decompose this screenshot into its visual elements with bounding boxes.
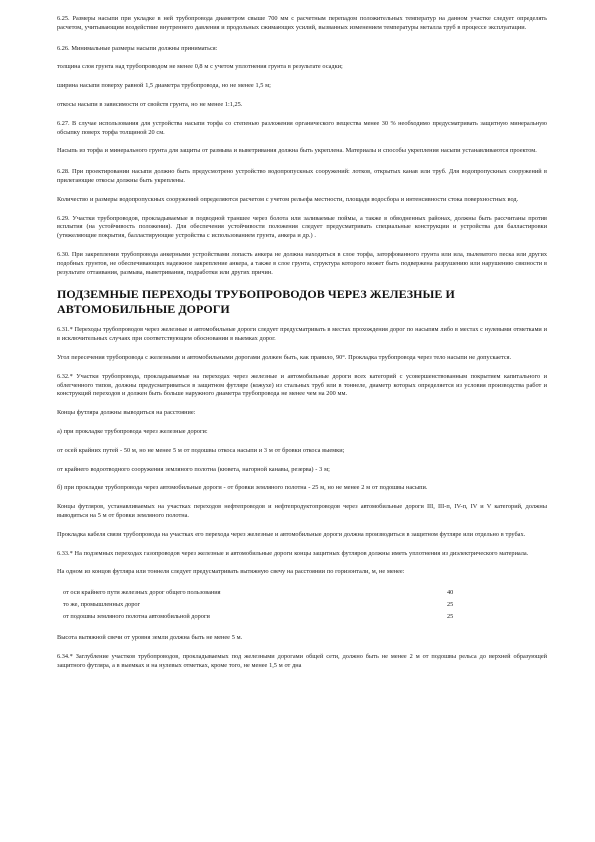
- paragraph-6-34: 6.34.* Заглубление участков трубопроводов, прокладываемых под железными дорогами общей сети, должно быть не менее 2 м от подошвы рельса до верхней образующей защитного футляра, а в выемках и на нулевых отметках, кроме того, не менее 1,5 м от дна: [57, 653, 547, 670]
- table-cell-location: от оси крайнего пути железных дорог общего пользования: [63, 589, 221, 597]
- table-cell-distance: 25: [447, 612, 454, 620]
- table-row: [63, 601, 487, 613]
- clauses-6-25-to-6-30: [57, 15, 547, 277]
- paragraph-6-27: 6.27. В случае использования для устройства насыпи торфа со степенью разложения органического вещества менее 30 % необходимо предусматривать защитную минеральную обсыпку поверх торфа толщиной 20 см.: [57, 119, 547, 136]
- paragraph-6-28-b: Количество и размеры водопропускных сооружений определяются расчетом с учетом рельефа местности, площади водосбора и интенсивности стока поверхностных вод.: [57, 195, 519, 203]
- table-cell-location: от подошвы земляного полотна автомобильной дороги: [63, 612, 210, 620]
- section-heading: ПОДЗЕМНЫЕ ПЕРЕХОДЫ ТРУБОПРОВОДОВ ЧЕРЕЗ ЖЕЛЕЗНЫЕ И АВТОМОБИЛЬНЫЕ ДОРОГИ: [57, 287, 455, 316]
- paragraph-6-33: 6.33.* На подземных переходах газопроводов через железные и автомобильные дороги концы защитных футляров должны иметь уплотнения из диэлектрического материала.: [57, 549, 529, 557]
- paragraph-6-26: 6.26. Минимальные размеры насыпи должны приниматься:: [57, 44, 218, 52]
- paragraph-6-31: 6.31.* Переходы трубопроводов через железные и автомобильные дороги следует предусматривать в местах прохождения дорог по насыпям либо в местах с нулевыми отметками и в исключительных случаях при соответствующем обосновании в выемках дорог.: [57, 326, 547, 343]
- paragraph-6-32-g: Концы футляров, устанавливаемых на участках переходов нефтепроводов и нефтепродуктопроводов через автомобильные дороги III, III-п, IV-п, IV и V категорий, должны выводиться на 5 м от бровки земляного полотна.: [57, 503, 547, 519]
- table-row: [63, 589, 487, 601]
- paragraph-6-26-c: откосы насыпи в зависимости от свойств грунта, но не менее 1:1,25.: [57, 100, 243, 108]
- paragraph-6-32-d: от осей крайних путей - 50 м, но не менее 5 м от подошвы откоса насыпи и 3 м от бровки откоса выемки;: [57, 446, 345, 454]
- paragraph-6-32-c: а) при прокладке трубопровода через железные дороги:: [57, 427, 208, 435]
- paragraph-6-32-b: Концы футляра должны выводиться на расстояние:: [57, 409, 196, 417]
- paragraph-6-33-c: Высота вытяжной свечи от уровня земли должна быть не менее 5 м.: [57, 634, 243, 642]
- paragraph-6-31-b: Угол пересечения трубопровода с железными и автомобильными дорогами должен быть, как правило, 90°. Прокладка трубопровода через тело насыпи не допускается.: [57, 353, 512, 361]
- table-cell-distance: 40: [447, 589, 454, 597]
- paragraph-6-32-e: от крайнего водоотводного сооружения земляного полотна (кювета, нагорной канавы, резерва) - 3 м;: [57, 465, 330, 473]
- paragraph-6-25: 6.25. Размеры насыпи при укладке в ней трубопровода диаметром свыше 700 мм с расчетным перепадом положительных температур на данном участке следует определять расчетом, учитывающим воздействие внутреннего давления и продольных сжимающих усилий, вызванных изменением температуры металла труб в процессе эксплуатации.: [57, 15, 547, 31]
- paragraph-6-30: 6.30. При закреплении трубопровода анкерными устройствами лопасть анкера не должна находиться в слое торфа, заторфованного грунта или ила, пылеватого песка или других подобных грунтов, не обеспечивающих надежное закрепление анкера, а также в слое грунта, структура которого может быть подвержена разрушению или нарушению связности в результате оттаивания, размыва, выветривания, подработки или других причин.: [57, 250, 547, 276]
- paragraph-6-26-b: ширина насыпи поверху равной 1,5 диаметра трубопровода, но не менее 1,5 м;: [57, 82, 271, 90]
- paragraph-6-33-b: На одном из концов футляра или тоннеля следует предусматривать вытяжную свечу на расстоянии по горизонтали, м, не менее:: [57, 568, 405, 576]
- paragraph-6-32-f: б) при прокладке трубопровода через автомобильные дороги - от бровки земляного полотна - 25 м, но не менее 2 м от подошвы насыпи.: [57, 484, 428, 492]
- paragraph-6-27-b: Насыпь из торфа и минерального грунта для защиты от размыва и выветривания должна быть укреплена. Материалы и способы укрепления насыпи устанавливаются проектом.: [57, 147, 537, 155]
- table-cell-distance: 25: [447, 600, 454, 608]
- clauses-6-33-to-6-34: [57, 634, 547, 670]
- paragraph-6-32: 6.32.* Участки трубопровода, прокладываемые на переходах через железные и автомобильные дороги всех категорий с усовершенствованным покрытием капитального и облегченного типов, должны предусматриваться в защитном футляре (кожухе) из стальных труб или в тоннеле, диаметр которых определяется из условия производства работ и конструкций переходов и должен быть больше наружного диаметра трубопровода не менее чем на 200 мм.: [57, 372, 547, 398]
- paragraph-6-26-a: толщина слоя грунта над трубопроводом не менее 0,8 м с учетом уплотнения грунта в результате осадки;: [57, 63, 343, 71]
- clauses-6-31-to-6-33: [57, 326, 547, 577]
- table-cell-location: то же, промышленных дорог: [63, 600, 141, 608]
- table-row: [63, 613, 487, 625]
- paragraph-6-29: 6.29. Участки трубопроводов, прокладываемые в подводной траншее через болота или заливаемые поймы, а также в обводненных районах, должны быть рассчитаны против всплытия (на устойчивость положения). Для обеспечения устойчивости положения следует предусматривать специальные конструкции и устройства для балластировки (утяжеляющие покрытия, балластирующие устройства с использованием грунта, анкера и др.) .: [57, 214, 547, 240]
- paragraph-6-32-h: Прокладка кабеля связи трубопровода на участках его перехода через железные и автомобильные дороги должна производиться в защитном футляре или отдельно в трубах.: [57, 530, 526, 538]
- vent-distance-table: [63, 589, 487, 624]
- paragraph-6-28: 6.28. При проектировании насыпи должно быть предусмотрено устройство водопропускных сооружений: лотков, открытых канав или труб. Для водопропускных сооружений в прилегающие откосы должны быть укреплены.: [57, 168, 547, 184]
